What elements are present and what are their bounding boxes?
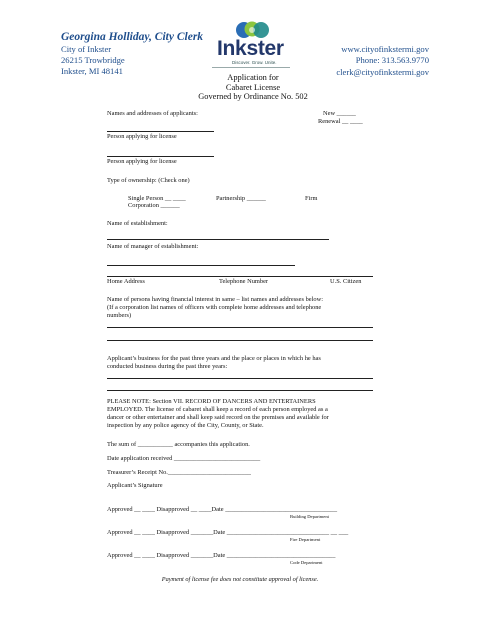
ownership-label: Type of ownership: (Check one) bbox=[107, 177, 190, 184]
establishment-label: Name of establishment: bbox=[107, 220, 168, 227]
applicant-2-line[interactable] bbox=[107, 156, 214, 157]
person-applying-1: Person applying for license bbox=[107, 133, 177, 140]
note-line-3: dancer or other entertainer and shall keep said record on the premises and available for bbox=[107, 414, 329, 421]
building-department-label: Building Department bbox=[290, 514, 329, 519]
applicants-label: Names and addresses of applicants: bbox=[107, 110, 198, 117]
approval-fire[interactable]: Approved __ ____ Disapproved _______Date ________________________________ __ ___ bbox=[107, 529, 349, 536]
renewal-checkbox-label[interactable]: Renewal __ ____ bbox=[318, 118, 363, 125]
phone-number: Phone: 313.563.9770 bbox=[355, 55, 429, 65]
approval-code[interactable]: Approved __ ____ Disapproved _______Date __________________________________ bbox=[107, 552, 336, 559]
note-line-4: inspection by any police agency of the City, County, or State. bbox=[107, 422, 264, 429]
home-address-label: Home Address bbox=[107, 278, 145, 285]
financial-interest-line-3: numbers) bbox=[107, 312, 132, 319]
email-link[interactable]: clerk@cityofinkstermi.gov bbox=[336, 67, 429, 77]
financial-line-2[interactable] bbox=[107, 340, 373, 341]
business-answer-line-1[interactable] bbox=[107, 378, 373, 379]
establishment-line[interactable] bbox=[107, 239, 329, 240]
fire-department-label: Fire Department bbox=[290, 537, 321, 542]
note-line-1: PLEASE NOTE: Section VII. RECORD OF DANCERS AND ENTERTAINERS bbox=[107, 398, 316, 405]
title-line-2: Cabaret License bbox=[225, 83, 281, 92]
website-link[interactable]: www.cityofinkstermi.gov bbox=[341, 44, 429, 54]
new-checkbox-label[interactable]: New ______ bbox=[323, 110, 356, 117]
approval-building[interactable]: Approved __ ____ Disapproved __ ____Date ___________________________________ bbox=[107, 506, 338, 513]
financial-interest-line-2: (If a corporation list names of officers with complete home addresses and telephone bbox=[107, 304, 322, 311]
financial-line-1[interactable] bbox=[107, 327, 373, 328]
manager-line[interactable] bbox=[107, 265, 295, 266]
city-state-zip: Inkster, MI 48141 bbox=[61, 66, 123, 76]
manager-details-line[interactable] bbox=[107, 276, 373, 277]
firm-option[interactable]: Firm bbox=[305, 195, 318, 202]
business-line-1: Applicant’s business for the past three years and the place or places in which he has bbox=[107, 355, 321, 362]
business-line-2: conducted business during the past three years: bbox=[107, 363, 228, 370]
footer-disclaimer: Payment of license fee does not constitute approval of license. bbox=[161, 576, 319, 583]
logo-tagline: Discover. Grow. Unite. bbox=[232, 60, 277, 65]
person-applying-2: Person applying for license bbox=[107, 158, 177, 165]
title-line-1: Application for bbox=[227, 73, 279, 82]
code-department-label: Code Department bbox=[290, 560, 323, 565]
corporation-option[interactable]: Corporation ______ bbox=[128, 202, 180, 209]
manager-label: Name of manager of establishment: bbox=[107, 243, 199, 250]
applicant-1-line[interactable] bbox=[107, 131, 214, 132]
clerk-name: Georgina Holliday, City Clerk bbox=[61, 31, 204, 43]
partnership-option[interactable]: Partnership ______ bbox=[216, 195, 266, 202]
street-address: 26215 Trowbridge bbox=[61, 55, 125, 65]
financial-interest-line-1: Name of persons having financial interest in same – list names and addresses below: bbox=[107, 296, 323, 303]
single-person-option[interactable]: Single Person __ ____ bbox=[128, 195, 186, 202]
business-answer-line-2[interactable] bbox=[107, 390, 373, 391]
note-line-2: EMPLOYED. The license of cabaret shall keep a record of each person employed as a bbox=[107, 406, 328, 413]
applicant-signature-field[interactable]: Applicant’s Signature bbox=[107, 482, 163, 489]
city-name: City of Inkster bbox=[61, 44, 112, 54]
citizen-label: U.S. Citizen bbox=[330, 278, 362, 285]
title-line-3: Governed by Ordinance No. 502 bbox=[198, 92, 308, 101]
treasurer-receipt-field[interactable]: Treasurer’s Receipt No.__________________________ bbox=[107, 469, 251, 476]
date-received-field[interactable]: Date application received ___________________________ bbox=[107, 455, 261, 462]
logo-wordmark: Inkster bbox=[217, 37, 284, 60]
telephone-label: Telephone Number bbox=[219, 278, 269, 285]
logo-divider bbox=[212, 67, 290, 68]
sum-field[interactable]: The sum of ___________ accompanies this application. bbox=[107, 441, 250, 448]
